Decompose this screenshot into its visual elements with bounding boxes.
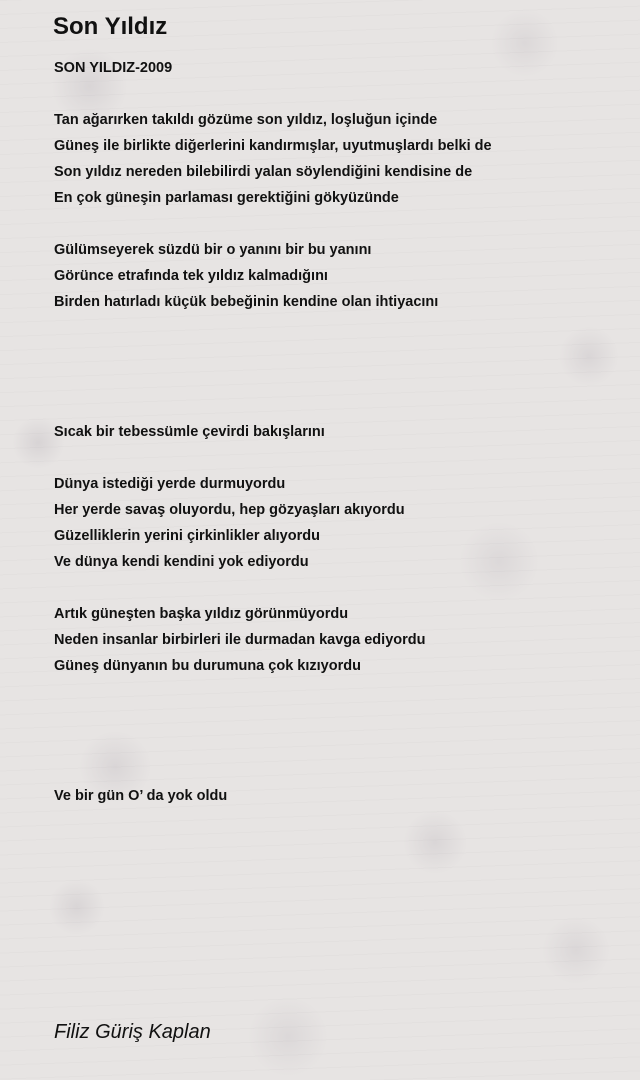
poem-line: Görünce etrafında tek yıldız kalmadığını bbox=[54, 268, 328, 284]
poem-line: Son yıldız nereden bilebilirdi yalan söylendiğini kendisine de bbox=[54, 164, 473, 180]
poem-line: Gülümseyerek süzdü bir o yanını bir bu yanını bbox=[54, 242, 372, 258]
poem-line bbox=[54, 445, 624, 471]
poem-body bbox=[54, 55, 624, 809]
poem-title: Son Yıldız bbox=[53, 13, 168, 40]
poem-line: Güneş ile birlikte diğerlerini kandırmışlar, uyutmuşlardı belki de bbox=[54, 138, 492, 154]
poem-line bbox=[54, 393, 624, 419]
poem-line: Ve dünya kendi kendini yok ediyordu bbox=[54, 554, 309, 570]
poem-line: Her yerde savaş oluyordu, hep gözyaşları akıyordu bbox=[54, 502, 405, 518]
poem-line bbox=[54, 757, 624, 783]
poem-line bbox=[54, 705, 624, 731]
poem-line: Güzelliklerin yerini çirkinlikler alıyordu bbox=[54, 528, 320, 544]
poem-line: Güneş dünyanın bu durumuna çok kızıyordu bbox=[54, 658, 361, 674]
poem-line: Tan ağarırken takıldı gözüme son yıldız, loşluğun içinde bbox=[54, 112, 438, 128]
poem-line: En çok güneşin parlaması gerektiğini gökyüzünde bbox=[54, 190, 399, 206]
poem-line bbox=[54, 315, 624, 341]
poem-line bbox=[54, 81, 624, 107]
poem-line: Artık güneşten başka yıldız görünmüyordu bbox=[54, 606, 349, 622]
poem-line: SON YILDIZ-2009 bbox=[54, 60, 173, 76]
poem-line bbox=[54, 679, 624, 705]
poem-line: Sıcak bir tebessümle çevirdi bakışlarını bbox=[54, 424, 325, 440]
poem-line: Neden insanlar birbirleri ile durmadan kavga ediyordu bbox=[54, 632, 426, 648]
poem-line bbox=[54, 367, 624, 393]
poem-author: Filiz Güriş Kaplan bbox=[54, 1021, 211, 1043]
poem-line: Birden hatırladı küçük bebeğinin kendine olan ihtiyacını bbox=[54, 294, 439, 310]
poem-line bbox=[54, 731, 624, 757]
poem-line: Ve bir gün O’ da yok oldu bbox=[54, 788, 228, 804]
poem-line bbox=[54, 575, 624, 601]
poem-line bbox=[54, 341, 624, 367]
poem-line: Dünya istediği yerde durmuyordu bbox=[54, 476, 286, 492]
poem-line bbox=[54, 211, 624, 237]
